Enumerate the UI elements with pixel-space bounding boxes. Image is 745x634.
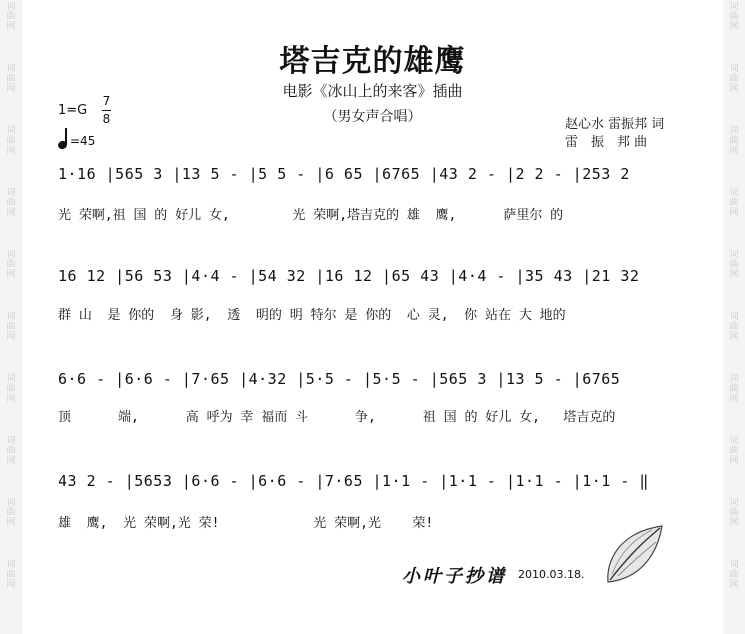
watermark-text: 词 曲 网	[6, 498, 16, 528]
watermark-text: 词 曲 网	[729, 188, 739, 218]
lyricist-credit: 赵心水 雷振邦 词	[565, 117, 665, 132]
transcriber-signature: 小叶子抄谱	[402, 566, 507, 587]
watermark-text: 词 曲 网	[729, 498, 739, 528]
notation-line-1: 1·16 |565 3 |13 5 - |5 5 - |6 65 |6765 |43 2 - |2 2 - |253 2	[58, 165, 630, 183]
watermark-text: 词 曲 网	[6, 126, 16, 156]
watermark-text: 词 曲 网	[6, 374, 16, 404]
notation-line-3: 6·6 - |6·6 - |7·65 |4·32 |5·5 - |5·5 - |565 3 |13 5 - |6765	[58, 370, 621, 388]
watermark-text: 词 曲 网	[6, 64, 16, 94]
performance-note: （男女声合唱）	[323, 109, 422, 125]
lyrics-line-1: 光 荣啊,祖 国 的 好儿 女, 光 荣啊,塔吉克的 雄 鹰, 萨里尔 的	[58, 208, 564, 223]
notation-line-4: 43 2 - |5653 |6·6 - |6·6 - |7·65 |1·1 - |1·1 - |1·1 - |1·1 - ‖	[58, 472, 649, 490]
notation-line-2: 16 12 |56 53 |4·4 - |54 32 |16 12 |65 43 |4·4 - |35 43 |21 32	[58, 267, 640, 285]
lyrics-line-3: 顶 端, 高 呼为 幸 福而 斗 争, 祖 国 的 好儿 女, 塔吉克的	[58, 410, 616, 425]
watermark-text: 词 曲 网	[6, 312, 16, 342]
watermark-text: 词 曲 网	[729, 250, 739, 280]
watermark-text: 词 曲 网	[729, 560, 739, 590]
lyrics-line-4: 雄 鹰, 光 荣啊,光 荣! 光 荣啊,光 荣!	[58, 516, 434, 531]
watermark-text: 词 曲 网	[729, 64, 739, 94]
leaf-logo-icon	[600, 520, 670, 590]
time-signature-bottom: 8	[102, 112, 111, 126]
key-signature: 1=G	[58, 103, 88, 118]
watermark-text: 词 曲 网	[6, 560, 16, 590]
song-subtitle: 电影《冰山上的来客》插曲	[282, 82, 463, 100]
watermark-text: 词 曲 网	[6, 2, 16, 32]
watermark-text: 词 曲 网	[729, 312, 739, 342]
watermark-text: 词 曲 网	[729, 2, 739, 32]
tempo-value: =45	[70, 134, 96, 148]
watermark-text: 词 曲 网	[729, 126, 739, 156]
watermark-text: 词 曲 网	[6, 250, 16, 280]
time-signature-top: 7	[102, 94, 111, 108]
composer-credit: 雷 振 邦 曲	[565, 135, 648, 150]
transcription-date: 2010.03.18.	[518, 568, 585, 581]
watermark-text: 词 曲 网	[6, 188, 16, 218]
watermark-text: 词 曲 网	[729, 374, 739, 404]
song-title: 塔吉克的雄鹰	[279, 44, 466, 79]
lyrics-line-2: 群 山 是 你的 身 影, 透 明的 明 特尔 是 你的 心 灵, 你 站在 大 地的	[58, 308, 566, 323]
watermark-text: 词 曲 网	[729, 436, 739, 466]
watermark-text: 词 曲 网	[6, 436, 16, 466]
